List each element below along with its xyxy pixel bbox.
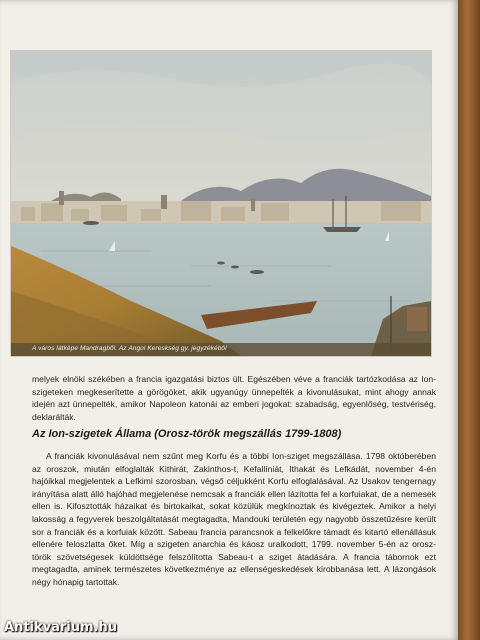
section-heading: Az Ion-szigetek Állama (Orosz-török megszállás 1799-1808) bbox=[32, 428, 342, 440]
watermark-logo: Antikvarium.hu bbox=[4, 620, 117, 635]
paragraph-1 bbox=[32, 373, 436, 423]
harbor-painting-image bbox=[11, 51, 431, 356]
painting-caption: A város látképe Mandragből. Az Angol Kereskség gy. jegyzékéből bbox=[32, 345, 227, 352]
paragraph-2 bbox=[32, 450, 436, 589]
harbor-painting bbox=[10, 50, 432, 357]
paragraph-2-text: A franciák kivonulásával nem szűnt meg Korfu és a többi Ion-sziget megszállása. 1798 októberében az oroszok, miután elfoglalták Kithirát, Zakinthos-t, Kefallíniát, Ithakát és Lefkádát, november 4-én hajóikkal megjelentek a Lefkimi szorosban, végső céljukként Korfu elfoglalásával. Az Usakov tengernagy irányítása alatt álló hajóhad megjelenése nemcsak a franciák ellen lázította fel a korfuiakat, de a nemesek ellen is. Kifosztották házaikat és birtokaikat, sokat közülük megkínoztak és kivégeztek. Amikor a helyi lakosság a fegyverek beszolgáltatását megtagadta, Mandouki területén egy nagyobb összetűzésre került sor a franciák és a korfuiak között. Sabeau francia parancsnok a felkelőkre támadt és kitartó ellenállásuk ellenére feloszlatta őket. Míg a szigeten anarchia és káosz uralkodott, 1799. november 5-én az orosz-török szövetségesek küldöttsége felszólította Sabeau-t a sziget átadására. A francia tábornok ezt megtagadta, aminek természetes következménye az ellenségeskedések kirobbanása lett. A lázongások négy hónapig tartottak. bbox=[32, 451, 436, 587]
wood-background bbox=[458, 0, 480, 640]
paragraph-1-text: melyek elnöki székében a francia igazgatási biztos ült. Egészében véve a franciák tartózkodása az Ion-szigeteken megkeserítette a görögöket, akik ugyanúgy ünnepelték a kivonulásukat, mint ahogy annak idején azt ünnepelték, amikor Napoleon katonái az emberi jogokat: szabadság, egyenlőség, testvériség, deklarálták. bbox=[32, 374, 436, 422]
